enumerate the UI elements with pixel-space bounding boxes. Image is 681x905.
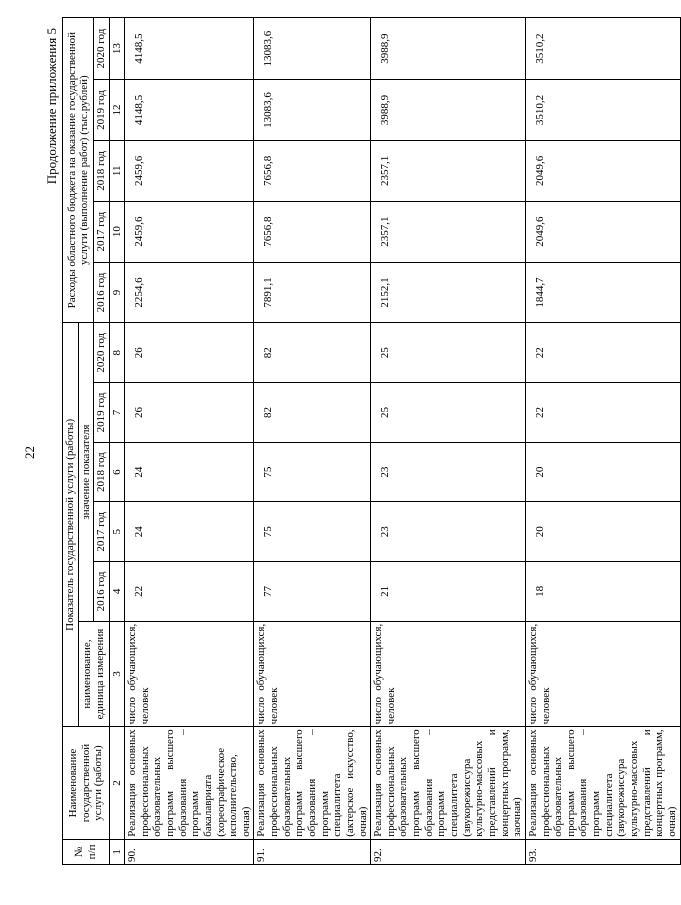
expense-cell: 4148,5 [125, 18, 254, 80]
expense-cell: 13083,6 [254, 80, 371, 141]
table-row [371, 18, 526, 865]
column-number: 12 [109, 80, 124, 141]
header-year: 2020 год [94, 323, 110, 383]
value-cell: 26 [125, 383, 254, 443]
expense-cell: 7891,1 [254, 262, 371, 323]
expense-cell: 2459,6 [125, 140, 254, 201]
column-number: 3 [109, 621, 124, 727]
header-value-group: значение показателя [78, 323, 94, 621]
value-cell: 25 [371, 383, 526, 443]
value-cell: 24 [125, 502, 254, 562]
column-number: 10 [109, 201, 124, 262]
header-year: 2017 год [94, 502, 110, 562]
service-name: Реализация основных профессиональных образовательных программ высшего образования – программ специалитета (звукорежиссура культурно-массовых представлений и концертных программ, заочная) [371, 727, 526, 839]
column-number: 6 [109, 442, 124, 502]
header-year: 2016 год [94, 562, 110, 622]
service-name: Реализация основных профессиональных образовательных программ высшего образования – программ специалитета (звукорежиссура культурно-массовых представлений и концертных программ, очная) [525, 727, 680, 839]
header-year: 2019 год [94, 80, 110, 141]
column-number: 1 [109, 839, 124, 864]
value-cell: 82 [254, 383, 371, 443]
column-number: 11 [109, 140, 124, 201]
header-year: 2018 год [94, 442, 110, 502]
value-cell: 26 [125, 323, 254, 383]
value-cell: 23 [371, 442, 526, 502]
expense-cell: 1844,7 [525, 262, 680, 323]
row-num: 91. [254, 839, 371, 864]
page-number: 22 [22, 446, 37, 459]
value-cell: 82 [254, 323, 371, 383]
value-cell: 22 [125, 562, 254, 622]
row-num: 92. [371, 839, 526, 864]
row-num: 93. [525, 839, 680, 864]
expense-cell: 7656,8 [254, 201, 371, 262]
expense-cell: 3510,2 [525, 80, 680, 141]
value-cell: 20 [525, 502, 680, 562]
expense-cell: 2254,6 [125, 262, 254, 323]
column-number: 4 [109, 562, 124, 622]
header-year: 2017 год [94, 201, 110, 262]
unit-cell: число обучающихся, человек [525, 621, 680, 727]
header-num: № п/п [63, 839, 110, 864]
expense-cell: 3988,9 [371, 80, 526, 141]
column-number: 13 [109, 18, 124, 80]
service-name: Реализация основных профессиональных образовательных программ высшего образования – программ специалитета (актерское искусство, очная) [254, 727, 371, 839]
expense-cell: 13083,6 [254, 18, 371, 80]
header-name: Наименование государственной услуги (работы) [63, 727, 110, 839]
unit-cell: число обучающихся, человек [254, 621, 371, 727]
column-number: 8 [109, 323, 124, 383]
header-indicator: Показатель государственной услуги (работы) [63, 323, 79, 727]
value-cell: 20 [525, 442, 680, 502]
row-num: 90. [125, 839, 254, 864]
expense-cell: 2357,1 [371, 201, 526, 262]
header-year: 2018 год [94, 140, 110, 201]
header-year: 2016 год [94, 262, 110, 323]
value-cell: 77 [254, 562, 371, 622]
expense-cell: 2152,1 [371, 262, 526, 323]
header-year: 2020 год [94, 18, 110, 80]
value-cell: 24 [125, 442, 254, 502]
expense-cell: 4148,5 [125, 80, 254, 141]
header-expenses: Расходы областного бюджета на оказание государственной услуги (выполнение работ) (тыс.рублей) [63, 18, 94, 323]
expense-cell: 2049,6 [525, 201, 680, 262]
services-table [62, 17, 681, 865]
header-unit: наименование, единица измерения [78, 621, 109, 727]
expense-cell: 2049,6 [525, 140, 680, 201]
value-cell: 75 [254, 502, 371, 562]
value-cell: 25 [371, 323, 526, 383]
column-number: 2 [109, 727, 124, 839]
value-cell: 75 [254, 442, 371, 502]
continuation-note: Продолжение приложения 5 [44, 28, 59, 185]
unit-cell: число обучающихся, человек [125, 621, 254, 727]
table-row [125, 18, 254, 865]
table-row [525, 18, 680, 865]
column-number: 5 [109, 502, 124, 562]
column-number: 9 [109, 262, 124, 323]
value-cell: 22 [525, 323, 680, 383]
value-cell: 21 [371, 562, 526, 622]
expense-cell: 2357,1 [371, 140, 526, 201]
expense-cell: 2459,6 [125, 201, 254, 262]
value-cell: 18 [525, 562, 680, 622]
unit-cell: число обучающихся, человек [371, 621, 526, 727]
table-row [254, 18, 371, 865]
expense-cell: 3988,9 [371, 18, 526, 80]
service-name: Реализация основных профессиональных образовательных программ высшего образования – программ бакалавриата (хореографическое исполнительство, очная) [125, 727, 254, 839]
column-number: 7 [109, 383, 124, 443]
expense-cell: 7656,8 [254, 140, 371, 201]
value-cell: 23 [371, 502, 526, 562]
expense-cell: 3510,2 [525, 18, 680, 80]
value-cell: 22 [525, 383, 680, 443]
header-year: 2019 год [94, 383, 110, 443]
